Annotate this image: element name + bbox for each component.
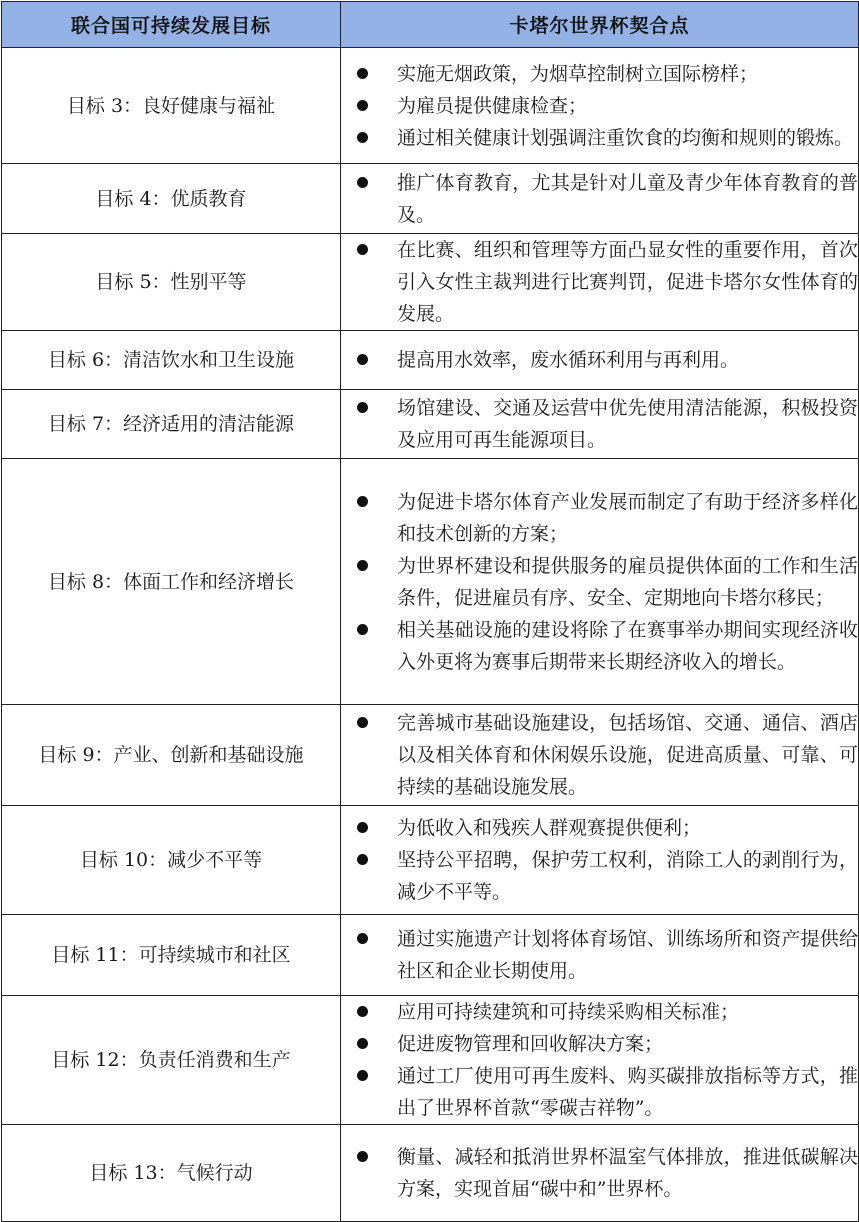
bullet-text: 相关基础设施的建设将除了在赛事举办期间实现经济收入外更将为赛事后期带来长期经济收入的增长。: [397, 618, 858, 673]
list-item: [341, 1141, 858, 1205]
bullet-dot-icon: [357, 354, 368, 365]
goal-cell: 目标 4：优质教育: [2, 164, 341, 234]
list-item: [341, 344, 858, 376]
bullet-list: [341, 167, 858, 231]
bullet-dot-icon: [357, 933, 368, 944]
table-row: [2, 234, 859, 331]
bullet-dot-icon: [357, 854, 368, 865]
bullet-dot-icon: [357, 402, 368, 413]
bullet-text: 推广体育教育，尤其是针对儿童及青少年体育教育的普及。: [397, 171, 858, 226]
list-item: [341, 58, 858, 90]
bullet-text: 应用可持续建筑和可持续采购相关标准；: [397, 1001, 740, 1023]
bullet-list: [341, 58, 858, 154]
list-item: [341, 392, 858, 456]
list-item: [341, 707, 858, 803]
bullet-dot-icon: [357, 560, 368, 571]
points-cell: [341, 459, 859, 705]
points-cell: [341, 996, 859, 1125]
table-row: [2, 705, 859, 806]
bullet-text: 完善城市基础设施建设，包括场馆、交通、通信、酒店以及相关体育和休闲娱乐设施，促进高质量、可靠、可持续的基础设施发展。: [397, 712, 858, 798]
table-row: [2, 48, 859, 164]
bullet-dot-icon: [357, 1151, 368, 1162]
points-cell: [341, 164, 859, 234]
bullet-text: 通过相关健康计划强调注重饮食的均衡和规则的锻炼。: [397, 126, 854, 149]
bullet-dot-icon: [357, 177, 368, 188]
bullet-list: [341, 812, 858, 908]
bullet-text: 通过工厂使用可再生废料、购买碳排放指标等方式，推出了世界杯首款“零碳吉祥物”。: [397, 1065, 858, 1119]
bullet-dot-icon: [357, 244, 368, 255]
header-world-cup-points: 卡塔尔世界杯契合点: [341, 2, 859, 48]
bullet-text: 提高用水效率，废水循环利用与再利用。: [397, 349, 740, 371]
list-item: [341, 614, 858, 678]
bullet-text: 衡量、减轻和抵消世界杯温室气体排放，推进低碳解决方案，实现首届“碳中和”世界杯。: [397, 1146, 858, 1200]
bullet-text: 通过实施遗产计划将体育场馆、训练场所和资产提供给社区和企业长期使用。: [397, 928, 858, 982]
table-row: [2, 1125, 859, 1222]
bullet-list: [341, 234, 858, 330]
list-item: [341, 812, 858, 844]
points-cell: [341, 390, 859, 459]
table-row: [2, 164, 859, 234]
bullet-text: 在比赛、组织和管理等方面凸显女性的重要作用，首次引入女性主裁判进行比赛判罚，促进卡塔尔女性体育的发展。: [397, 239, 858, 325]
list-item: [341, 122, 858, 154]
goal-cell: 目标 10：减少不平等: [2, 806, 341, 915]
bullet-dot-icon: [357, 624, 368, 635]
points-cell: [341, 705, 859, 806]
header-sdg-goal: 联合国可持续发展目标: [2, 2, 341, 48]
goal-cell: 目标 8：体面工作和经济增长: [2, 459, 341, 705]
goal-cell: 目标 13：气候行动: [2, 1125, 341, 1222]
bullet-list: [341, 996, 858, 1124]
bullet-list: [341, 486, 858, 678]
list-item: [341, 90, 858, 122]
bullet-dot-icon: [357, 68, 368, 79]
bullet-dot-icon: [357, 1038, 368, 1049]
bullet-dot-icon: [357, 717, 368, 728]
list-item: [341, 550, 858, 614]
bullet-list: [341, 344, 858, 376]
bullet-list: [341, 1141, 858, 1205]
bullet-dot-icon: [357, 100, 368, 111]
points-cell: [341, 48, 859, 164]
bullet-dot-icon: [357, 132, 368, 143]
bullet-dot-icon: [357, 496, 368, 507]
table-row: [2, 331, 859, 390]
goal-cell: 目标 5：性别平等: [2, 234, 341, 331]
bullet-text: 为低收入和残疾人群观赛提供便利；: [397, 817, 702, 839]
points-cell: [341, 915, 859, 996]
bullet-list: [341, 923, 858, 987]
points-cell: [341, 806, 859, 915]
table-row: [2, 459, 859, 705]
bullet-text: 实施无烟政策，为烟草控制树立国际榜样；: [397, 62, 759, 85]
goal-cell: 目标 6：清洁饮水和卫生设施: [2, 331, 341, 390]
bullet-dot-icon: [357, 822, 368, 833]
table-header-row: [2, 2, 859, 48]
points-cell: [341, 234, 859, 331]
table-row: [2, 390, 859, 459]
list-item: [341, 1060, 858, 1124]
bullet-list: [341, 707, 858, 803]
bullet-text: 坚持公平招聘，保护劳工权利，消除工人的剥削行为，减少不平等。: [397, 849, 858, 903]
bullet-text: 为雇员提供健康检查；: [397, 94, 588, 117]
sdg-world-cup-table: [1, 1, 859, 1222]
points-cell: [341, 331, 859, 390]
list-item: [341, 1028, 858, 1060]
list-item: [341, 234, 858, 330]
points-cell: [341, 1125, 859, 1222]
goal-cell: 目标 12：负责任消费和生产: [2, 996, 341, 1125]
bullet-text: 为世界杯建设和提供服务的雇员提供体面的工作和生活条件，促进雇员有序、安全、定期地向卡塔尔移民；: [397, 554, 858, 609]
goal-cell: 目标 11：可持续城市和社区: [2, 915, 341, 996]
goal-cell: 目标 3：良好健康与福祉: [2, 48, 341, 164]
table-body: [2, 48, 859, 1222]
list-item: [341, 167, 858, 231]
bullet-dot-icon: [357, 1006, 368, 1017]
table-row: [2, 996, 859, 1125]
table-row: [2, 915, 859, 996]
list-item: [341, 923, 858, 987]
table-row: [2, 806, 859, 915]
goal-cell: 目标 9：产业、创新和基础设施: [2, 705, 341, 806]
list-item: [341, 486, 858, 550]
bullet-text: 为促进卡塔尔体育产业发展而制定了有助于经济多样化和技术创新的方案；: [397, 490, 858, 545]
bullet-text: 促进废物管理和回收解决方案；: [397, 1033, 664, 1055]
bullet-list: [341, 392, 858, 456]
list-item: [341, 996, 858, 1028]
list-item: [341, 844, 858, 908]
bullet-text: 场馆建设、交通及运营中优先使用清洁能源，积极投资及应用可再生能源项目。: [397, 397, 858, 451]
goal-cell: 目标 7：经济适用的清洁能源: [2, 390, 341, 459]
bullet-dot-icon: [357, 1070, 368, 1081]
